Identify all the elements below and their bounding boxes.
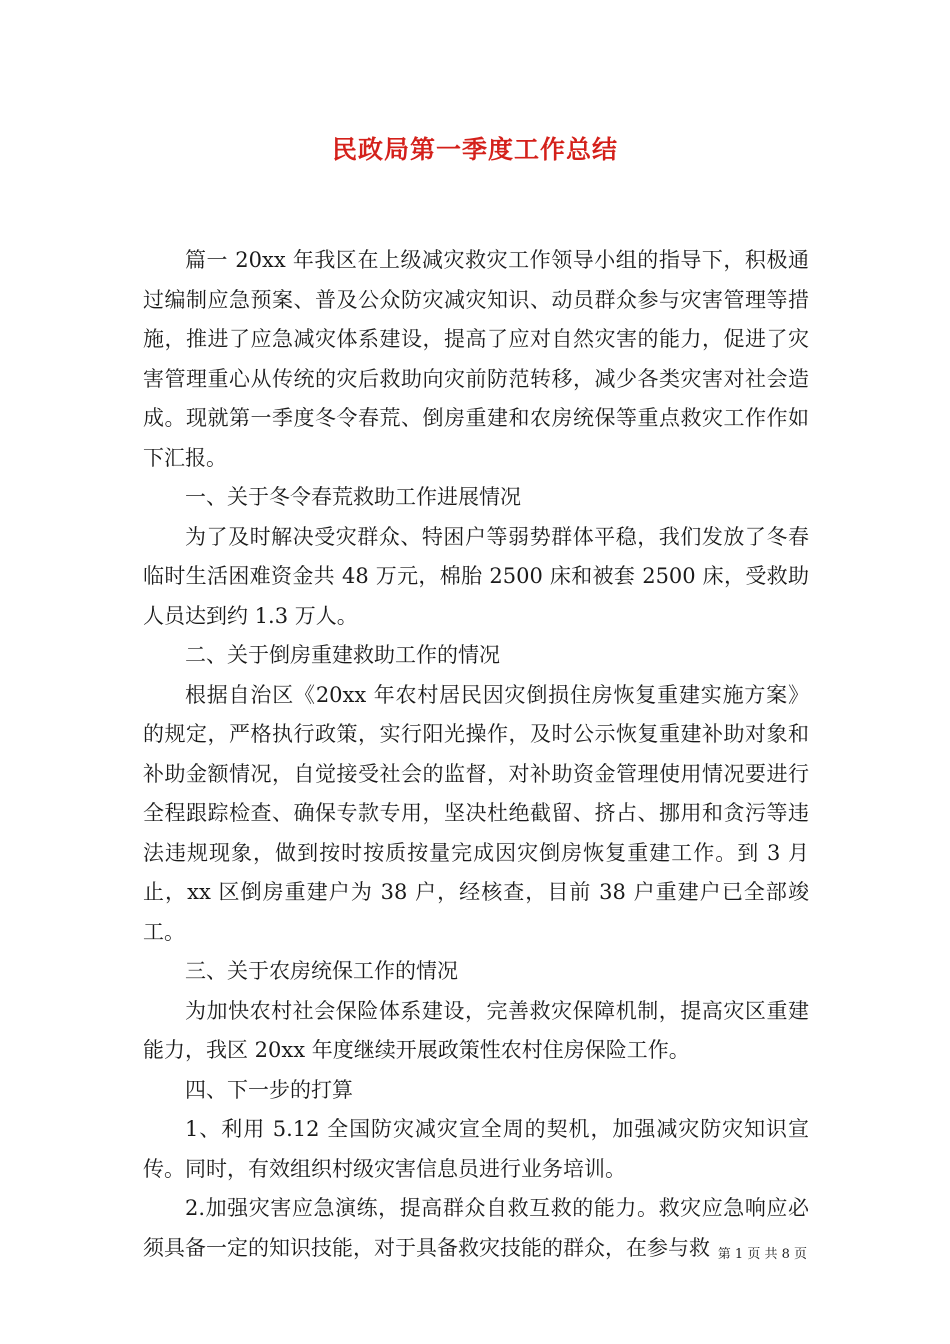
- paragraph-plan-2: 2.加强灾害应急演练，提高群众自救互救的能力。救灾应急响应必须具备一定的知识技能，对于具备救灾技能的群众，在参与救: [143, 1196, 809, 1260]
- paragraph-section-3: 为加快农村社会保险体系建设，完善救灾保障机制，提高灾区重建能力，我区 20xx 年度继续开展政策性农村住房保险工作。: [143, 998, 809, 1062]
- paragraph-plan-1: 1、利用 5.12 全国防灾减灾宣全周的契机，加强减灾防灾知识宣传。同时，有效组织村级灾害信息员进行业务培训。: [143, 1117, 809, 1181]
- section-heading-3: 三、关于农房统保工作的情况: [185, 959, 458, 983]
- paragraph-intro: 篇一 20xx 年我区在上级减灾救灾工作领导小组的指导下，积极通过编制应急预案、普及公众防灾减灾知识、动员群众参与灾害管理等措施，推进了应急减灾体系建设，提高了应对自然灾害的能力，促进了灾害管理重心从传统的灾后救助向灾前防范转移，减少各类灾害对社会造成。现就第一季度冬令春荒、倒房重建和农房统保等重点救灾工作作如下汇报。: [143, 248, 809, 470]
- section-heading-4: 四、下一步的打算: [185, 1077, 353, 1102]
- paragraph-section-2: 根据自治区《20xx 年农村居民因灾倒损住房恢复重建实施方案》的规定，严格执行政策，实行阳光操作，及时公示恢复重建补助对象和补助金额情况，自觉接受社会的监督，对补助资金管理使用情况要进行全程跟踪检查、确保专款专用，坚决杜绝截留、挤占、挪用和贪污等违法违规现象，做到按时按质按量完成因灾倒房恢复重建工作。到 3 月止，xx 区倒房重建户为 38 户，经核查，目前 38 户重建户已全部竣工。: [143, 682, 809, 944]
- paragraph-section-1: 为了及时解决受灾群众、特困户等弱势群体平稳，我们发放了冬春临时生活困难资金共 48 万元，棉胎 2500 床和被套 2500 床，受救助人员达到约 1.3 万人。: [143, 524, 809, 628]
- section-heading-1: 一、关于冬令春荒救助工作进展情况: [185, 485, 521, 509]
- document-title: 民政局第一季度工作总结: [331, 135, 618, 164]
- section-heading-2: 二、关于倒房重建救助工作的情况: [185, 643, 500, 667]
- document-body: [143, 241, 809, 1268]
- page-number: 第 1 页 共 8 页: [717, 1247, 807, 1262]
